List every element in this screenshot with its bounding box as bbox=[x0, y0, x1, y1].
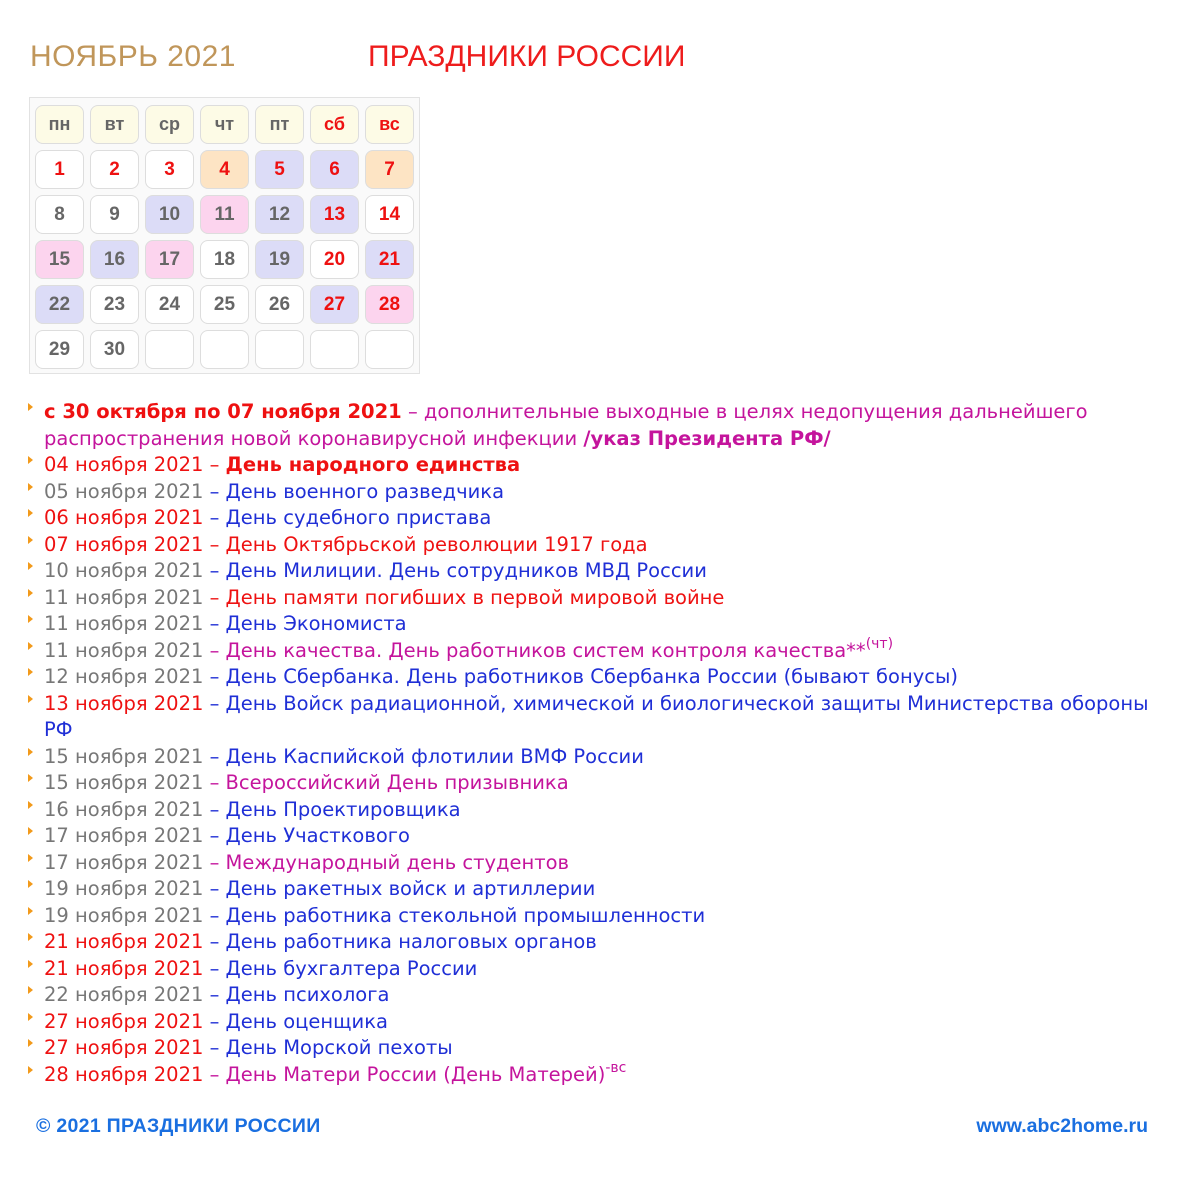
calendar-day: 25 bbox=[200, 285, 249, 324]
bullet-icon bbox=[28, 642, 33, 650]
event-text: День Войск радиационной, химической и биологической защиты Министерства обороны РФ bbox=[44, 691, 1149, 741]
event-date: 15 ноября 2021 bbox=[44, 771, 204, 794]
event-sup: (чт) bbox=[865, 635, 894, 652]
bullet-icon bbox=[28, 774, 33, 782]
list-item: 21 ноября 2021 – День бухгалтера России bbox=[28, 956, 1178, 983]
event-text: День Милиции. День сотрудников МВД России bbox=[225, 559, 707, 582]
calendar-empty-cell bbox=[145, 330, 194, 369]
event-date: 06 ноября 2021 bbox=[44, 506, 204, 529]
month-title: НОЯБРЬ 2021 bbox=[30, 40, 236, 73]
bullet-icon bbox=[28, 456, 33, 464]
event-date: 15 ноября 2021 bbox=[44, 744, 204, 768]
event-date: 13 ноября 2021 bbox=[44, 691, 204, 715]
bullet-icon bbox=[28, 615, 33, 623]
calendar-day: 14 bbox=[365, 195, 414, 234]
calendar-day: 28 bbox=[365, 285, 414, 324]
event-date: 19 ноября 2021 bbox=[44, 903, 204, 927]
list-item: с 30 октября по 07 ноября 2021 – дополнительные выходные в целях недопущения дальнейшего распространения новой коронавирусной инфекции /указ Президента РФ/ bbox=[28, 399, 1178, 452]
weekday-header: сб bbox=[310, 105, 359, 144]
bullet-icon bbox=[28, 1066, 33, 1074]
calendar-day: 13 bbox=[310, 195, 359, 234]
list-item: 13 ноября 2021 – День Войск радиационной, химической и биологической защиты Министерства обороны РФ bbox=[28, 691, 1178, 744]
event-date: 17 ноября 2021 bbox=[44, 824, 204, 847]
bullet-icon bbox=[28, 986, 33, 994]
event-date: 17 ноября 2021 bbox=[44, 850, 204, 874]
bullet-icon bbox=[28, 748, 33, 756]
calendar-day: 27 bbox=[310, 285, 359, 324]
calendar-day: 16 bbox=[90, 240, 139, 279]
page-title: ПРАЗДНИКИ РОССИИ bbox=[368, 40, 686, 73]
calendar-day: 8 bbox=[35, 195, 84, 234]
event-date: с 30 октября по 07 ноября 2021 bbox=[44, 400, 402, 423]
event-note: /указ Президента РФ/ bbox=[583, 426, 831, 450]
list-item: 06 ноября 2021 – День судебного пристава bbox=[28, 505, 1178, 532]
weekday-header: чт bbox=[200, 105, 249, 144]
event-date: 28 ноября 2021 bbox=[44, 1062, 204, 1086]
event-date: 10 ноября 2021 bbox=[44, 559, 204, 582]
calendar-day: 4 bbox=[200, 150, 249, 189]
event-text: дополнительные выходные в целях недопущения дальнейшего распространения новой коронавирусной инфекции bbox=[44, 400, 1088, 450]
event-date: 21 ноября 2021 bbox=[44, 956, 204, 980]
list-item: 04 ноября 2021 – День народного единства bbox=[28, 452, 1178, 479]
event-text: День оценщика bbox=[225, 1009, 388, 1033]
event-date: 22 ноября 2021 bbox=[44, 983, 204, 1006]
bullet-icon bbox=[28, 403, 33, 411]
calendar-empty-cell bbox=[255, 330, 304, 369]
weekday-header: вс bbox=[365, 105, 414, 144]
list-item: 27 ноября 2021 – День оценщика bbox=[28, 1009, 1178, 1036]
list-item: 11 ноября 2021 – День качества. День работников систем контроля качества**$^{(чт)}$ bbox=[28, 638, 1178, 665]
calendar-day: 23 bbox=[90, 285, 139, 324]
bullet-icon bbox=[28, 695, 33, 703]
event-date: 11 ноября 2021 bbox=[44, 612, 204, 635]
calendar-day: 20 bbox=[310, 240, 359, 279]
list-item: 21 ноября 2021 – День работника налоговых органов bbox=[28, 929, 1178, 956]
event-date: 16 ноября 2021 bbox=[44, 797, 204, 821]
event-text: Всероссийский День призывника bbox=[225, 771, 569, 794]
weekday-header: пт bbox=[255, 105, 304, 144]
bullet-icon bbox=[28, 483, 33, 491]
bullet-icon bbox=[28, 668, 33, 676]
bullet-icon bbox=[28, 589, 33, 597]
event-text: День Морской пехоты bbox=[225, 1036, 453, 1059]
calendar-day: 12 bbox=[255, 195, 304, 234]
event-text: День судебного пристава bbox=[225, 506, 492, 529]
calendar-day: 30 bbox=[90, 330, 139, 369]
event-date: 19 ноября 2021 bbox=[44, 877, 204, 900]
list-item: 10 ноября 2021 – День Милиции. День сотрудников МВД России bbox=[28, 558, 1178, 585]
calendar-day: 24 bbox=[145, 285, 194, 324]
calendar-day: 15 bbox=[35, 240, 84, 279]
list-item: 05 ноября 2021 – День военного разведчика bbox=[28, 479, 1178, 506]
event-text: День военного разведчика bbox=[225, 479, 505, 503]
calendar-day: 11 bbox=[200, 195, 249, 234]
calendar-day: 29 bbox=[35, 330, 84, 369]
bullet-icon bbox=[28, 880, 33, 888]
event-text: Международный день студентов bbox=[225, 850, 570, 874]
event-text: День Участкового bbox=[225, 824, 410, 847]
list-item: 17 ноября 2021 – День Участкового bbox=[28, 823, 1178, 850]
calendar-empty-cell bbox=[200, 330, 249, 369]
list-item: 07 ноября 2021 – День Октябрьской революции 1917 года bbox=[28, 532, 1178, 559]
event-date: 12 ноября 2021 bbox=[44, 665, 204, 688]
event-text: День Проектировщика bbox=[225, 797, 461, 821]
event-date: 11 ноября 2021 bbox=[44, 585, 204, 609]
bullet-icon bbox=[28, 827, 33, 835]
event-text: День народного единства bbox=[225, 453, 521, 476]
list-item: 27 ноября 2021 – День Морской пехоты bbox=[28, 1035, 1178, 1062]
event-text: День Матери России (День Матерей) bbox=[225, 1062, 606, 1086]
event-text: День Октябрьской революции 1917 года bbox=[225, 532, 648, 556]
calendar-day: 21 bbox=[365, 240, 414, 279]
event-text: День бухгалтера России bbox=[225, 956, 478, 980]
calendar-day: 26 bbox=[255, 285, 304, 324]
event-text: День Сбербанка. День работников Сбербанка России (бывают бонусы) bbox=[225, 665, 958, 688]
bullet-icon bbox=[28, 509, 33, 517]
calendar-day: 17 bbox=[145, 240, 194, 279]
event-date: 27 ноября 2021 bbox=[44, 1009, 204, 1033]
list-item: 19 ноября 2021 – День работника стекольной промышленности bbox=[28, 903, 1178, 930]
event-date: 07 ноября 2021 bbox=[44, 532, 204, 556]
weekday-header: вт bbox=[90, 105, 139, 144]
bullet-icon bbox=[28, 960, 33, 968]
calendar-day: 19 bbox=[255, 240, 304, 279]
calendar-day: 22 bbox=[35, 285, 84, 324]
list-item: 15 ноября 2021 – День Каспийской флотилии ВМФ России bbox=[28, 744, 1178, 771]
calendar-day: 2 bbox=[90, 150, 139, 189]
event-text: День качества. День работников систем контроля качества** bbox=[225, 638, 866, 662]
list-item: 11 ноября 2021 – День Экономиста bbox=[28, 611, 1178, 638]
bullet-icon bbox=[28, 1013, 33, 1021]
calendar-empty-cell bbox=[365, 330, 414, 369]
weekday-header: ср bbox=[145, 105, 194, 144]
list-item: 22 ноября 2021 – День психолога bbox=[28, 982, 1178, 1009]
event-text: День Экономиста bbox=[225, 612, 407, 635]
calendar-day: 10 bbox=[145, 195, 194, 234]
event-date: 05 ноября 2021 bbox=[44, 479, 204, 503]
footer-site-link[interactable]: www.abc2home.ru bbox=[976, 1115, 1148, 1137]
list-item: 12 ноября 2021 – День Сбербанка. День работников Сбербанка России (бывают бонусы) bbox=[28, 664, 1178, 691]
list-item: 15 ноября 2021 – Всероссийский День призывника bbox=[28, 770, 1178, 797]
event-text: День памяти погибших в первой мировой войне bbox=[225, 585, 725, 609]
weekday-header: пн bbox=[35, 105, 84, 144]
event-date: 11 ноября 2021 bbox=[44, 638, 204, 662]
holiday-list bbox=[28, 399, 1178, 1088]
event-date: 21 ноября 2021 bbox=[44, 930, 204, 953]
calendar-day: 3 bbox=[145, 150, 194, 189]
calendar-grid bbox=[29, 97, 420, 374]
calendar-day: 5 bbox=[255, 150, 304, 189]
calendar-day: 7 bbox=[365, 150, 414, 189]
list-item: 16 ноября 2021 – День Проектировщика bbox=[28, 797, 1178, 824]
event-date: 04 ноября 2021 bbox=[44, 453, 204, 476]
calendar-day: 1 bbox=[35, 150, 84, 189]
event-text: День работника налоговых органов bbox=[225, 930, 597, 953]
calendar-day: 18 bbox=[200, 240, 249, 279]
bullet-icon bbox=[28, 801, 33, 809]
event-text: День психолога bbox=[225, 983, 390, 1006]
bullet-icon bbox=[28, 907, 33, 915]
event-text: День работника стекольной промышленности bbox=[225, 903, 706, 927]
list-item: 19 ноября 2021 – День ракетных войск и артиллерии bbox=[28, 876, 1178, 903]
bullet-icon bbox=[28, 562, 33, 570]
calendar-empty-cell bbox=[310, 330, 359, 369]
event-sup: -вс bbox=[605, 1059, 627, 1076]
bullet-icon bbox=[28, 933, 33, 941]
list-item: 28 ноября 2021 – День Матери России (День Матерей)$^{-вс}$ bbox=[28, 1062, 1178, 1089]
list-item: 17 ноября 2021 – Международный день студентов bbox=[28, 850, 1178, 877]
event-date: 27 ноября 2021 bbox=[44, 1036, 204, 1059]
bullet-icon bbox=[28, 854, 33, 862]
bullet-icon bbox=[28, 536, 33, 544]
list-item: 11 ноября 2021 – День памяти погибших в первой мировой войне bbox=[28, 585, 1178, 612]
event-text: День ракетных войск и артиллерии bbox=[225, 877, 596, 900]
calendar-day: 9 bbox=[90, 195, 139, 234]
event-text: День Каспийской флотилии ВМФ России bbox=[225, 744, 644, 768]
calendar-day: 6 bbox=[310, 150, 359, 189]
footer-copyright: © 2021 ПРАЗДНИКИ РОССИИ bbox=[36, 1115, 321, 1137]
bullet-icon bbox=[28, 1039, 33, 1047]
